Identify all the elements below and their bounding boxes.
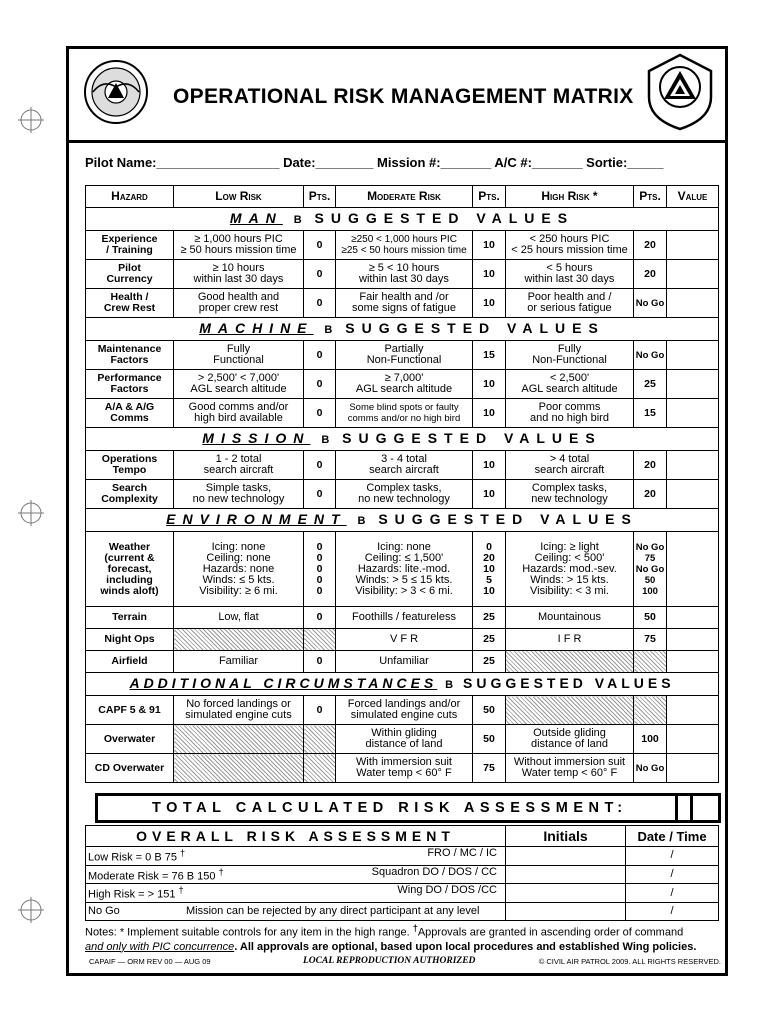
- hazard-cell: Operations Tempo: [86, 451, 174, 480]
- pts-cell: 25: [634, 370, 667, 399]
- overall-row-moderate: [86, 865, 719, 884]
- row-night-ops: [86, 629, 719, 651]
- pts-cell: 0: [304, 696, 336, 725]
- pts-cell: 25: [473, 651, 506, 673]
- hatched-cell: [634, 696, 667, 725]
- pts-cell: 0: [304, 370, 336, 399]
- value-cell[interactable]: [667, 480, 719, 509]
- hazard-cell: CAPF 5 & 91: [86, 696, 174, 725]
- pts-cell: 10: [473, 399, 506, 428]
- pts-cell: 0: [304, 399, 336, 428]
- high-risk-cell: I F R: [506, 629, 634, 651]
- initials-field[interactable]: [506, 902, 626, 920]
- hazard-header: Hazard: [86, 186, 174, 208]
- high-risk-cell: < 5 hours within last 30 days: [506, 260, 634, 289]
- hazard-cell: Night Ops: [86, 629, 174, 651]
- datetime-field[interactable]: /: [626, 847, 719, 866]
- notes-emphasis: and only with PIC concurrence: [85, 940, 235, 953]
- overall-row-nogo: [86, 902, 719, 920]
- value-cell[interactable]: [667, 651, 719, 673]
- value-header: Value: [667, 186, 719, 208]
- pts-header: Pts.: [473, 186, 506, 208]
- pts-header: Pts.: [634, 186, 667, 208]
- pts-cell: 15: [473, 341, 506, 370]
- date-field[interactable]: Date:________: [283, 155, 374, 170]
- section-title: MAN: [229, 209, 283, 226]
- moderate-risk-cell: Foothills / featureless: [336, 607, 473, 629]
- pts-cell: 20: [634, 480, 667, 509]
- nogo-label: No Go: [88, 904, 120, 917]
- approval-authority: Wing DO / DOS /CC: [397, 884, 497, 897]
- form-number: CAPAIF — ORM REV 00 — AUG 09: [89, 957, 211, 966]
- datetime-field[interactable]: /: [626, 865, 719, 884]
- high-risk-cell: Fully Non-Functional: [506, 341, 634, 370]
- section-title: MACHINE: [199, 319, 314, 336]
- high-risk-cell: > 4 total search aircraft: [506, 451, 634, 480]
- value-cell[interactable]: [667, 629, 719, 651]
- low-risk-cell: 1 - 2 total search aircraft: [174, 451, 304, 480]
- notes: [85, 921, 725, 954]
- value-cell[interactable]: [667, 754, 719, 783]
- hazard-cell: Experience / Training: [86, 231, 174, 260]
- row-health: [86, 289, 719, 318]
- low-risk-cell: ≥ 10 hours within last 30 days: [174, 260, 304, 289]
- row-currency: [86, 260, 719, 289]
- section-additional: [86, 673, 719, 696]
- high-risk-cell: < 250 hours PIC < 25 hours mission time: [506, 231, 634, 260]
- initials-field[interactable]: [506, 847, 626, 866]
- moderate-risk-cell: Unfamiliar: [336, 651, 473, 673]
- ac-field[interactable]: A/C #:_______: [494, 155, 583, 170]
- overall-row-low: [86, 847, 719, 866]
- value-cell[interactable]: [667, 696, 719, 725]
- section-separator: B: [293, 213, 304, 226]
- row-terrain: [86, 607, 719, 629]
- row-complexity: [86, 480, 719, 509]
- risk-range: Low Risk = 0 B 75: [88, 851, 177, 864]
- moderate-risk-cell: Forced landings and/or simulated engine cuts: [336, 696, 473, 725]
- low-risk-cell: Good health and proper crew rest: [174, 289, 304, 318]
- pts-cell: 0: [304, 231, 336, 260]
- pts-cell: 10: [473, 451, 506, 480]
- low-risk-cell: Familiar: [174, 651, 304, 673]
- section-mission: [86, 428, 719, 451]
- pts-cell: No Go 75 No Go 50 100: [634, 532, 667, 607]
- overall-title: OVERALL RISK ASSESSMENT: [86, 826, 506, 847]
- mission-field[interactable]: Mission #:_______: [377, 155, 492, 170]
- value-cell[interactable]: [667, 260, 719, 289]
- pts-cell: 50: [473, 696, 506, 725]
- section-title: ENVIRONMENT: [166, 510, 347, 527]
- hazard-cell: A/A & A/G Comms: [86, 399, 174, 428]
- copyright: © CIVIL AIR PATROL 2009. ALL RIGHTS RESERVED.: [538, 957, 721, 966]
- approval-authority: FRO / MC / IC: [427, 847, 497, 859]
- low-risk-cell: Good comms and/or high bird available: [174, 399, 304, 428]
- low-risk-cell: Low, flat: [174, 607, 304, 629]
- section-subtitle: SUGGESTED VALUES: [463, 674, 675, 691]
- row-comms: [86, 399, 719, 428]
- pts-cell: 0: [304, 480, 336, 509]
- pts-cell: 15: [634, 399, 667, 428]
- hazard-cell: Weather (current & forecast, including winds aloft): [86, 532, 174, 607]
- initials-field[interactable]: [506, 865, 626, 884]
- pts-cell: 0: [304, 260, 336, 289]
- hole-punch-icon: [18, 500, 44, 526]
- value-cell[interactable]: [667, 289, 719, 318]
- notes-text: Approvals are granted in ascending order of command: [417, 926, 684, 939]
- section-title: ADDITIONAL CIRCUMSTANCES: [129, 674, 438, 691]
- initials-field[interactable]: [506, 884, 626, 903]
- section-subtitle: SUGGESTED VALUES: [314, 209, 575, 226]
- row-tempo: [86, 451, 719, 480]
- pts-cell: 75: [634, 629, 667, 651]
- moderate-risk-cell: Partially Non-Functional: [336, 341, 473, 370]
- value-cell[interactable]: [667, 451, 719, 480]
- moderate-risk-cell: Within gliding distance of land: [336, 725, 473, 754]
- total-risk-label: TOTAL CALCULATED RISK ASSESSMENT:: [95, 793, 693, 823]
- hazard-cell: Performance Factors: [86, 370, 174, 399]
- high-risk-cell: Complex tasks, new technology: [506, 480, 634, 509]
- pts-cell: 50: [473, 725, 506, 754]
- notes-text: Notes: * Implement suitable controls for any item in the high range.: [85, 926, 413, 939]
- row-overwater: [86, 725, 719, 754]
- moderate-risk-cell: 3 - 4 total search aircraft: [336, 451, 473, 480]
- pts-cell: No Go: [634, 754, 667, 783]
- value-cell[interactable]: [667, 370, 719, 399]
- hazard-cell: Search Complexity: [86, 480, 174, 509]
- hatched-cell: [304, 754, 336, 783]
- pts-cell: 25: [473, 629, 506, 651]
- pts-cell: 0 20 10 5 10: [473, 532, 506, 607]
- low-risk-cell: Icing: none Ceiling: none Hazards: none Winds: ≤ 5 kts. Visibility: ≥ 6 mi.: [174, 532, 304, 607]
- nogo-text: Mission can be rejected by any direct participant at any level: [186, 904, 480, 917]
- hatched-cell: [506, 696, 634, 725]
- value-cell[interactable]: [667, 532, 719, 607]
- pts-cell: 10: [473, 289, 506, 318]
- dagger-mark: †: [180, 848, 186, 858]
- section-separator: B: [445, 678, 456, 691]
- notes-bold: . All approvals are optional, based upon local procedures and established Wing policies.: [234, 940, 697, 953]
- form-header: [69, 49, 725, 143]
- section-separator: B: [324, 323, 335, 336]
- hatched-cell: [174, 629, 304, 651]
- hatched-cell: [174, 754, 304, 783]
- low-risk-header: Low Risk: [174, 186, 304, 208]
- form-title: OPERATIONAL RISK MANAGEMENT MATRIX: [173, 85, 634, 108]
- section-separator: B: [321, 433, 332, 446]
- moderate-risk-cell: V F R: [336, 629, 473, 651]
- section-man: [86, 208, 719, 231]
- pts-cell: 20: [634, 260, 667, 289]
- pts-cell: 0: [304, 607, 336, 629]
- hazard-cell: CD Overwater: [86, 754, 174, 783]
- high-risk-cell: Outside gliding distance of land: [506, 725, 634, 754]
- hatched-cell: [304, 629, 336, 651]
- pts-cell: 25: [473, 607, 506, 629]
- footer: [89, 957, 721, 966]
- header-row: [86, 186, 719, 208]
- section-separator: B: [357, 514, 368, 527]
- section-subtitle: SUGGESTED VALUES: [378, 510, 638, 527]
- high-risk-cell: Poor health and / or serious fatigue: [506, 289, 634, 318]
- section-machine: [86, 318, 719, 341]
- low-risk-cell: > 2,500' < 7,000' AGL search altitude: [174, 370, 304, 399]
- cap-seal-icon: [83, 57, 149, 127]
- pts-cell: 0: [304, 651, 336, 673]
- moderate-risk-cell: ≥ 7,000' AGL search altitude: [336, 370, 473, 399]
- overall-assessment-table: [85, 825, 719, 921]
- pts-cell: 0: [304, 289, 336, 318]
- risk-range: High Risk = > 151: [88, 888, 176, 901]
- low-risk-cell: No forced landings or simulated engine cuts: [174, 696, 304, 725]
- row-weather: [86, 532, 719, 607]
- form-page: [66, 46, 728, 976]
- section-environment: [86, 509, 719, 532]
- hatched-cell: [304, 725, 336, 754]
- datetime-field[interactable]: /: [626, 902, 719, 920]
- pts-header: Pts.: [304, 186, 336, 208]
- hatched-cell: [506, 651, 634, 673]
- pts-cell: 10: [473, 480, 506, 509]
- total-risk-field[interactable]: [675, 793, 721, 823]
- value-cell[interactable]: [667, 607, 719, 629]
- pts-cell: No Go: [634, 341, 667, 370]
- high-risk-cell: Without immersion suit Water temp < 60° F: [506, 754, 634, 783]
- pts-cell: 10: [473, 231, 506, 260]
- pts-cell: No Go: [634, 289, 667, 318]
- hazard-cell: Airfield: [86, 651, 174, 673]
- row-capf: [86, 696, 719, 725]
- moderate-risk-cell: Icing: none Ceiling: ≤ 1,500' Hazards: lite.-mod. Winds: > 5 ≤ 15 kts. Visibility: > 3 < 6 mi.: [336, 532, 473, 607]
- row-experience: [86, 231, 719, 260]
- hazard-cell: Overwater: [86, 725, 174, 754]
- hole-punch-icon: [18, 897, 44, 923]
- risk-range: Moderate Risk = 76 B 150: [88, 870, 216, 883]
- datetime-header: Date / Time: [626, 826, 719, 847]
- sortie-field[interactable]: Sortie:_____: [586, 155, 664, 170]
- moderate-risk-cell: With immersion suit Water temp < 60° F: [336, 754, 473, 783]
- hatched-cell: [634, 651, 667, 673]
- overall-header-row: [86, 826, 719, 847]
- pts-cell: 20: [634, 451, 667, 480]
- section-subtitle: SUGGESTED VALUES: [342, 429, 602, 446]
- hazard-cell: Maintenance Factors: [86, 341, 174, 370]
- row-performance: [86, 370, 719, 399]
- hole-punch-icon: [18, 107, 44, 133]
- pts-cell: 10: [473, 370, 506, 399]
- high-risk-header: High Risk *: [506, 186, 634, 208]
- pts-cell: 10: [473, 260, 506, 289]
- moderate-risk-cell: ≥250 < 1,000 hours PIC ≥25 < 50 hours mission time: [336, 231, 473, 260]
- moderate-risk-cell: Complex tasks, no new technology: [336, 480, 473, 509]
- dagger-mark: †: [218, 866, 224, 877]
- overall-row-high: [86, 884, 719, 903]
- high-risk-cell: Poor comms and no high bird: [506, 399, 634, 428]
- high-risk-cell: < 2,500' AGL search altitude: [506, 370, 634, 399]
- approval-authority: Squadron DO / DOS / CC: [371, 865, 497, 878]
- hazard-cell: Terrain: [86, 607, 174, 629]
- moderate-risk-cell: Fair health and /or some signs of fatigue: [336, 289, 473, 318]
- row-airfield: [86, 651, 719, 673]
- value-cell[interactable]: [667, 399, 719, 428]
- hazard-cell: Pilot Currency: [86, 260, 174, 289]
- moderate-risk-header: Moderate Risk: [336, 186, 473, 208]
- moderate-risk-cell: Some blind spots or faulty comms and/or no high bird: [336, 399, 473, 428]
- low-risk-cell: Fully Functional: [174, 341, 304, 370]
- high-risk-cell: Icing: ≥ light Ceiling: < 500' Hazards: mod.-sev. Winds: > 15 kts. Visibility: < 3 mi.: [506, 532, 634, 607]
- moderate-risk-cell: ≥ 5 < 10 hours within last 30 days: [336, 260, 473, 289]
- initials-header: Initials: [506, 826, 626, 847]
- section-subtitle: SUGGESTED VALUES: [345, 319, 605, 336]
- risk-matrix-table: [85, 185, 719, 783]
- pts-cell: 50: [634, 607, 667, 629]
- low-risk-cell: ≥ 1,000 hours PIC ≥ 50 hours mission time: [174, 231, 304, 260]
- datetime-field[interactable]: /: [626, 884, 719, 903]
- dagger-mark: †: [178, 885, 184, 896]
- pts-cell: 0 0 0 0 0: [304, 532, 336, 607]
- pts-cell: 0: [304, 451, 336, 480]
- hatched-cell: [174, 725, 304, 754]
- pilot-info-line: [85, 155, 664, 170]
- pts-cell: 100: [634, 725, 667, 754]
- section-title: MISSION: [202, 429, 311, 446]
- reproduction-note: LOCAL REPRODUCTION AUTHORIZED: [303, 956, 476, 966]
- value-cell[interactable]: [667, 725, 719, 754]
- row-cd-overwater: [86, 754, 719, 783]
- dagger-mark: †: [412, 923, 418, 933]
- cap-emblem-icon: [645, 53, 715, 131]
- low-risk-cell: Simple tasks, no new technology: [174, 480, 304, 509]
- pts-cell: 75: [473, 754, 506, 783]
- high-risk-cell: Mountainous: [506, 607, 634, 629]
- row-maintenance: [86, 341, 719, 370]
- value-cell[interactable]: [667, 341, 719, 370]
- pilot-name-field[interactable]: Pilot Name:_________________: [85, 155, 280, 170]
- pts-cell: 20: [634, 231, 667, 260]
- value-cell[interactable]: [667, 231, 719, 260]
- pts-cell: 0: [304, 341, 336, 370]
- hazard-cell: Health / Crew Rest: [86, 289, 174, 318]
